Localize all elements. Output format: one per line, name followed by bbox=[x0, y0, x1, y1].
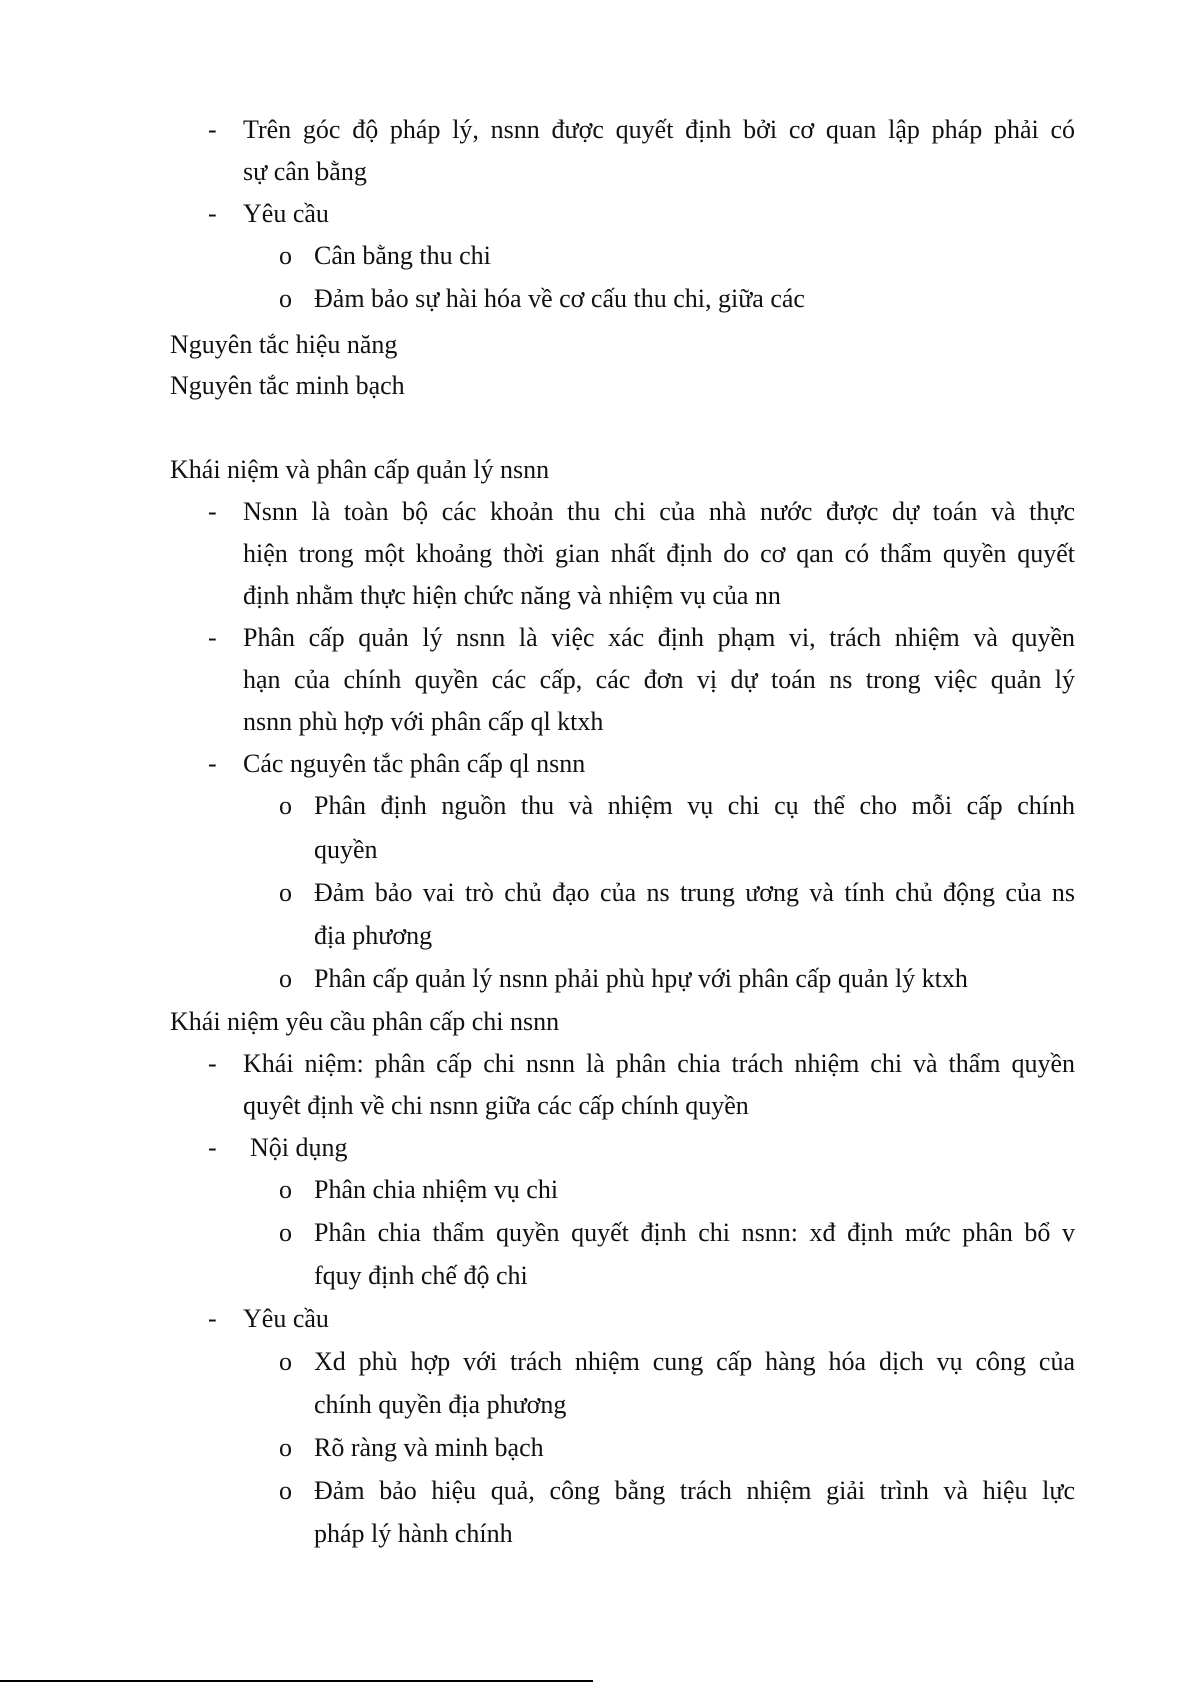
paragraph-line: Yêu cầu bbox=[243, 1304, 329, 1333]
bullet-circle: o bbox=[279, 1347, 292, 1376]
bullet-circle: o bbox=[279, 791, 292, 820]
section-heading: Khái niệm và phân cấp quản lý nsnn bbox=[170, 455, 550, 484]
bullet-circle: o bbox=[279, 284, 292, 313]
bullet-dash: - bbox=[208, 115, 217, 144]
bullet-dash: - bbox=[208, 1133, 217, 1162]
bullet-dash: - bbox=[208, 199, 217, 228]
sub-item: fquy định chế độ chi bbox=[314, 1261, 528, 1290]
bullet-circle: o bbox=[279, 1476, 292, 1505]
bullet-circle: o bbox=[279, 964, 292, 993]
paragraph-line: hạn của chính quyền các cấp, các đơn vị dự toán ns trong việc quản lý bbox=[243, 665, 1075, 694]
paragraph-line: Khái niệm: phân cấp chi nsnn là phân chia trách nhiệm chi và thẩm quyền bbox=[243, 1049, 1075, 1078]
bullet-dash: - bbox=[208, 1049, 217, 1078]
paragraph-line: Nsnn là toàn bộ các khoản thu chi của nhà nước được dự toán và thực bbox=[243, 497, 1075, 526]
paragraph-line: nsnn phù hợp với phân cấp ql ktxh bbox=[243, 707, 604, 736]
paragraph-line: Trên góc độ pháp lý, nsnn được quyết định bởi cơ quan lập pháp phải có bbox=[243, 115, 1075, 144]
sub-item: Phân chia nhiệm vụ chi bbox=[314, 1175, 559, 1204]
sub-item: Đảm bảo sự hài hóa về cơ cấu thu chi, giữa các bbox=[314, 284, 805, 313]
bullet-circle: o bbox=[279, 241, 292, 270]
footnote-separator bbox=[0, 1680, 593, 1682]
sub-item: Phân chia thẩm quyền quyết định chi nsnn: xđ định mức phân bổ v bbox=[314, 1218, 1075, 1247]
paragraph-line: hiện trong một khoảng thời gian nhất định do cơ qan có thẩm quyền quyết bbox=[243, 539, 1075, 568]
paragraph-line: định nhằm thực hiện chức năng và nhiệm vụ của nn bbox=[243, 581, 781, 610]
heading-line: Nguyên tắc hiệu năng bbox=[170, 330, 398, 359]
sub-item: địa phương bbox=[314, 921, 433, 950]
sub-item: Xd phù hợp với trách nhiệm cung cấp hàng hóa dịch vụ công của bbox=[314, 1347, 1075, 1376]
sub-item: Đảm bảo hiệu quả, công bằng trách nhiệm giải trình và hiệu lực bbox=[314, 1476, 1075, 1505]
paragraph-line: quyêt định về chi nsnn giữa các cấp chính quyền bbox=[243, 1091, 749, 1120]
bullet-dash: - bbox=[208, 749, 217, 778]
sub-item: Rõ ràng và minh bạch bbox=[314, 1433, 544, 1462]
bullet-dash: - bbox=[208, 497, 217, 526]
paragraph-line: Nội dụng bbox=[250, 1133, 348, 1162]
bullet-dash: - bbox=[208, 623, 217, 652]
bullet-circle: o bbox=[279, 1218, 292, 1247]
sub-item: quyền bbox=[314, 835, 378, 864]
sub-item: Phân định nguồn thu và nhiệm vụ chi cụ thể cho mỗi cấp chính bbox=[314, 791, 1075, 820]
paragraph-line: sự cân bằng bbox=[243, 157, 367, 186]
bullet-circle: o bbox=[279, 1433, 292, 1462]
paragraph-line: Các nguyên tắc phân cấp ql nsnn bbox=[243, 749, 586, 778]
bullet-dash: - bbox=[208, 1304, 217, 1333]
paragraph-line: Yêu cầu bbox=[243, 199, 329, 228]
sub-item: Phân cấp quản lý nsnn phải phù hpự với phân cấp quản lý ktxh bbox=[314, 964, 968, 993]
bullet-circle: o bbox=[279, 878, 292, 907]
sub-item: chính quyền địa phương bbox=[314, 1390, 567, 1419]
sub-item: Đảm bảo vai trò chủ đạo của ns trung ương và tính chủ động của ns bbox=[314, 878, 1075, 907]
bullet-circle: o bbox=[279, 1175, 292, 1204]
paragraph-line: Phân cấp quản lý nsnn là việc xác định phạm vi, trách nhiệm và quyền bbox=[243, 623, 1075, 652]
sub-item: pháp lý hành chính bbox=[314, 1519, 513, 1548]
sub-item: Cân bằng thu chi bbox=[314, 241, 491, 270]
heading-line: Nguyên tắc minh bạch bbox=[170, 371, 405, 400]
section-heading: Khái niệm yêu cầu phân cấp chi nsnn bbox=[170, 1007, 560, 1036]
